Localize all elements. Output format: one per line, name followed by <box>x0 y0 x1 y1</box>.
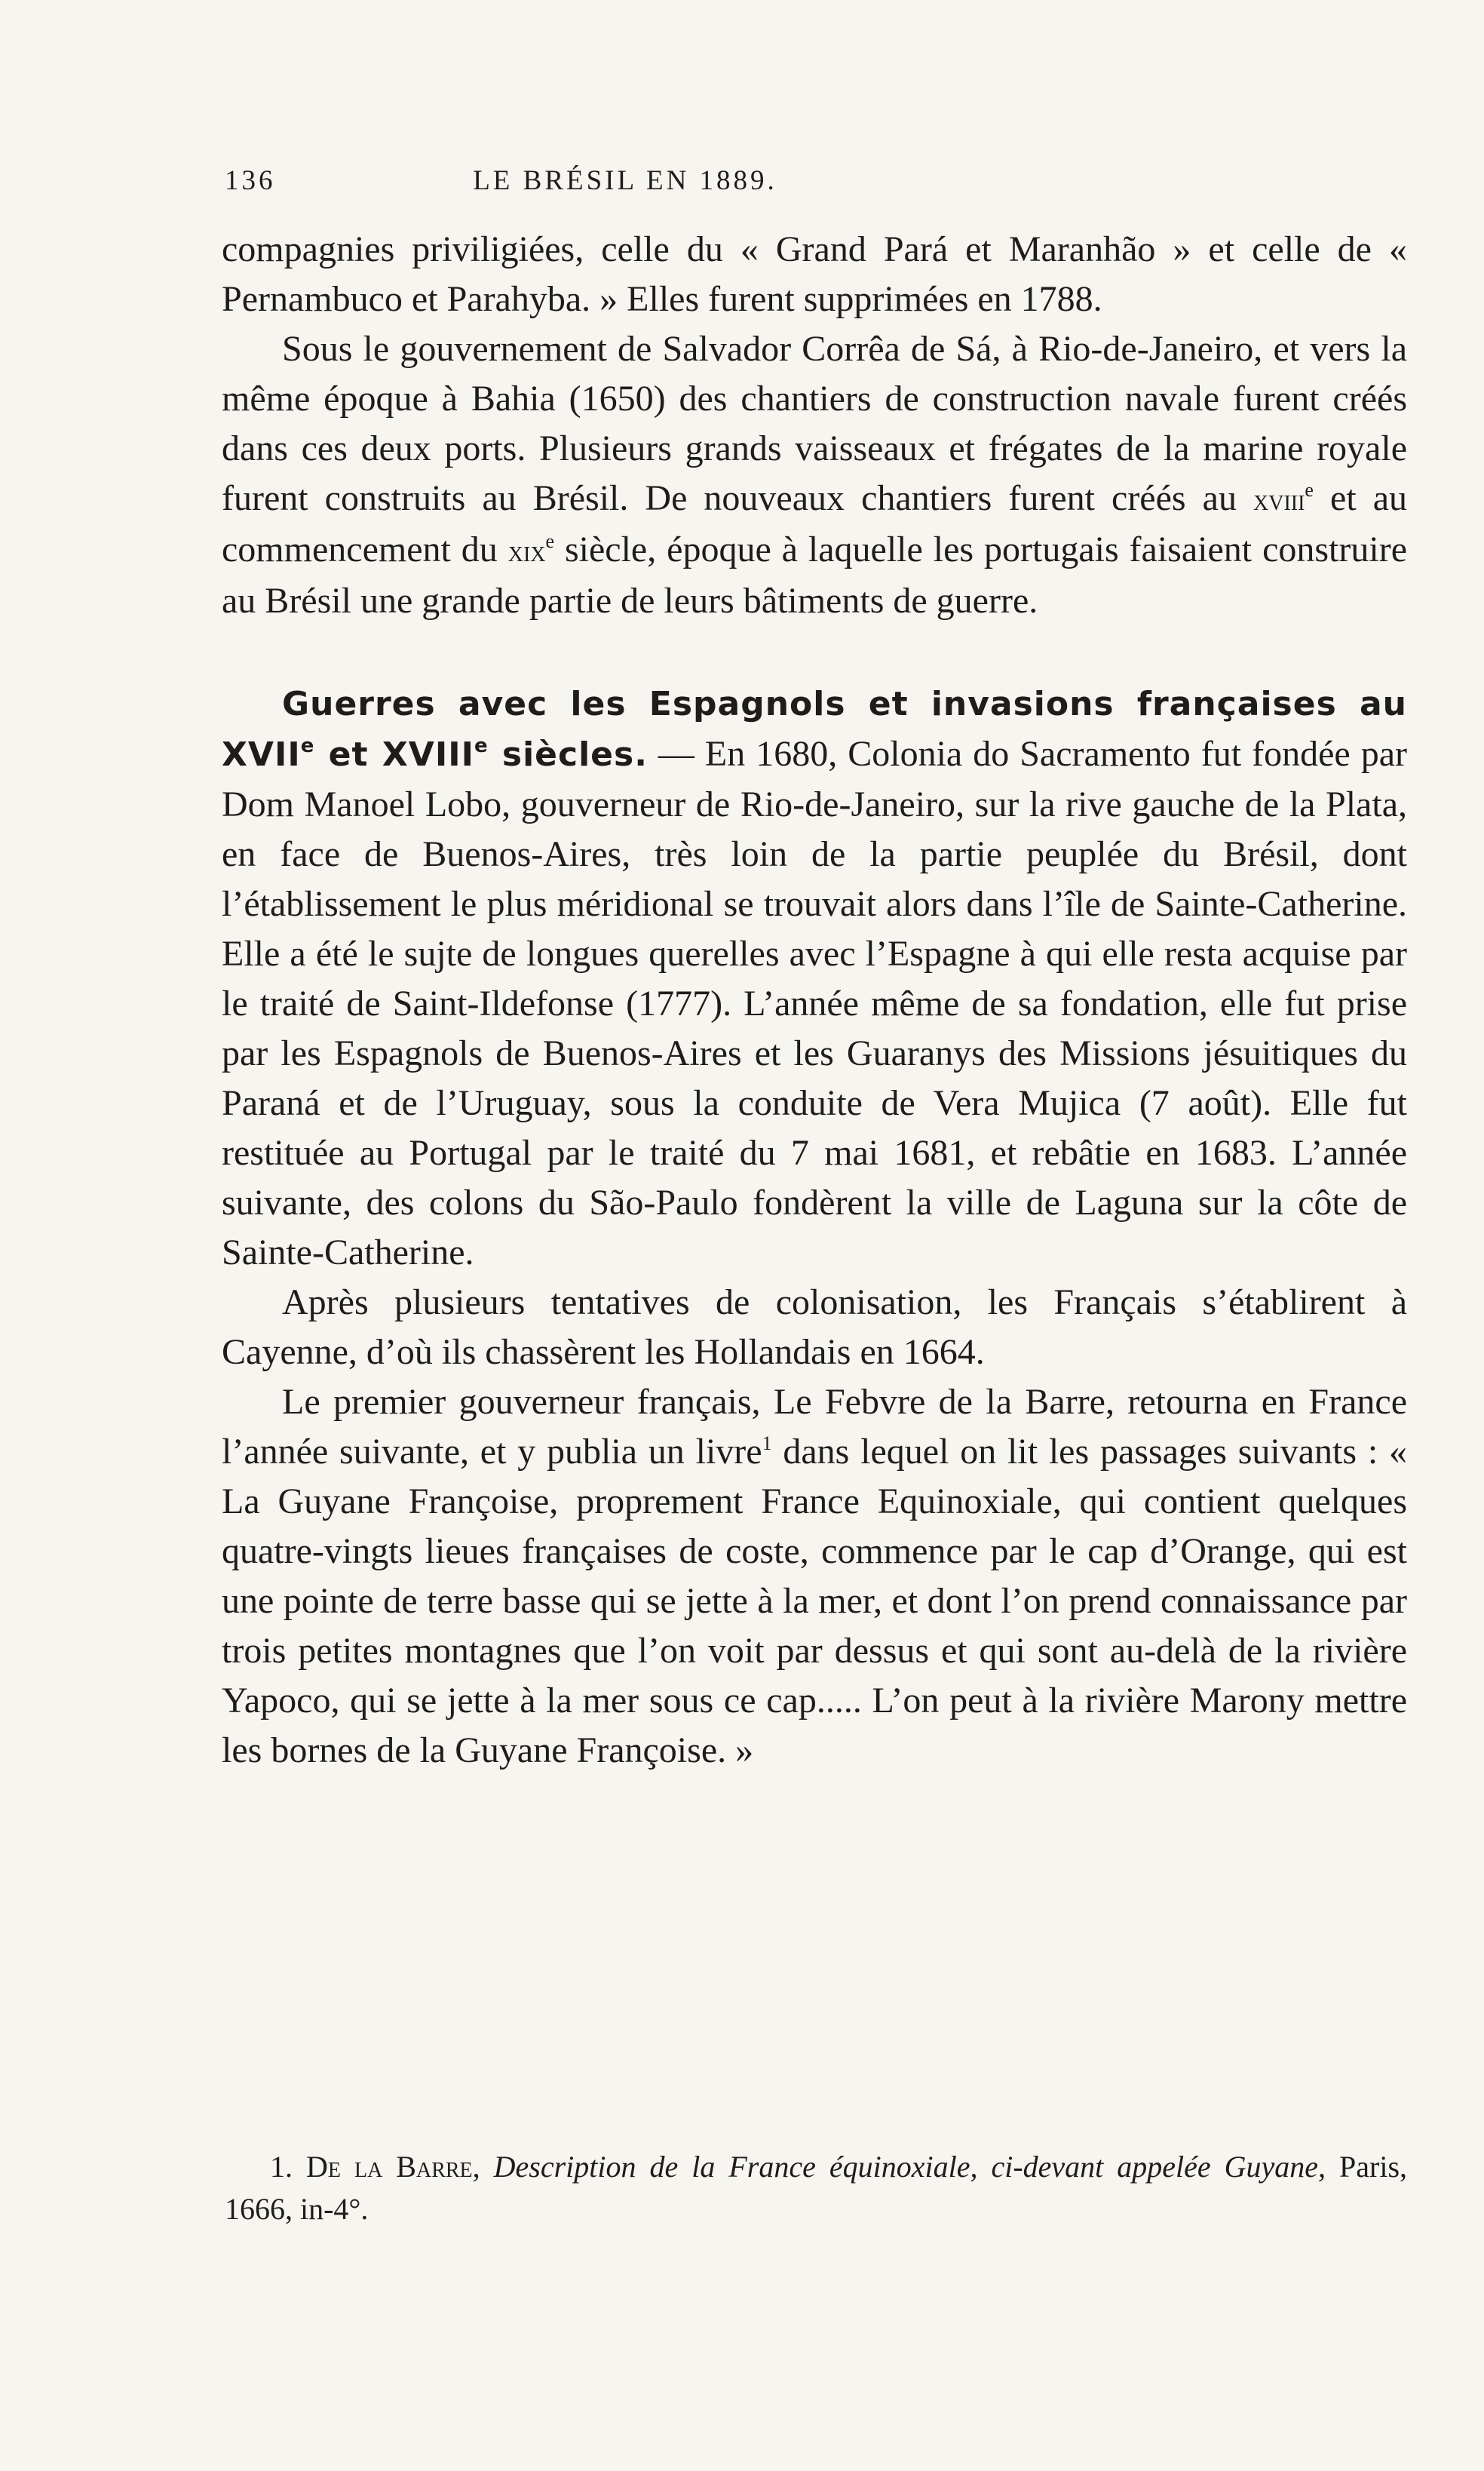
running-header <box>225 164 1026 202</box>
footnote-number: 1. <box>270 2150 293 2184</box>
running-title: LE BRÉSIL EN 1889. <box>473 165 777 196</box>
footnote <box>225 2146 1407 2230</box>
paragraph-1: compagnies priviligiées, celle du « Grand Pará et Maranhão » et celle de « Pernambuco et Parahyba. » Elles furent supprimées en 1788. <box>222 229 1407 319</box>
paragraph-5: Le premier gouverneur français, Le Febvre de la Barre, retourna en France l’année suivante, et y publia un livre$^1$ dans lequel on lit les passages suivants : « La Guyane Françoise, proprement France Equinoxiale, qui contient quelques quatre-vingts lieues françaises de coste, commence par le cap d’Orange, qui est une pointe de terre basse qui se jette à la mer, et dont l’on prend connaissance par trois petites montagnes que l’on voit par dessus et qui sont au-delà de la rivière Yapoco, qui se jette à la mer sous ce cap..... L’on peut à la rivière Marony mettre les bornes de la Guyane Françoise. » <box>222 1382 1407 1770</box>
page-number: 136 <box>225 165 276 196</box>
paragraph-2: Sous le gouvernement de Salvador Corrêa de Sá, à Rio-de-Janeiro, et vers la même époque à Bahia (1650) des chantiers de construction navale furent créés dans ces deux ports. Plusieurs grands vaisseaux et frégates de la marine royale furent construits au Brésil. De nouveaux chantiers furent créés au xviii$^e$ et au commencement du xix$^e$ siècle, époque à laquelle les portugais faisaient construire au Brésil une grande partie de leurs bâtiments de guerre. <box>222 329 1408 621</box>
main-text <box>222 225 1407 1776</box>
footnote-author: De la Barre, <box>306 2150 480 2184</box>
section-paragraph <box>222 679 1407 1278</box>
paragraph-3: — En 1680, Colonia do Sacramento fut fondée par Dom Manoel Lobo, gouverneur de Rio-de-Janeiro, sur la rive gauche de la Plata, en face de Buenos-Aires, très loin de la partie peuplée du Brésil, dont l’établissement le plus méridional se trouvait alors dans l’île de Sainte-Catherine. Elle a été le sujte de longues querelles avec l’Espagne à qui elle resta acquise par le traité de Saint-Ildefonse (1777). L’année même de sa fondation, elle fut prise par les Espagnols de Buenos-Aires et les Guaranys des Missions jésuitiques du Paraná et de l’Uruguay, sous la conduite de Vera Mujica (7 août). Elle fut restituée au Portugal par le traité du 7 mai 1681, et rebâtie en 1683. L’année suivante, des colons du São-Paulo fondèrent la ville de Laguna sur la côte de Sainte-Catherine. <box>222 734 1407 1272</box>
footnote-title: Description de la France équinoxiale, ci-devant appelée Guyane, <box>493 2150 1326 2184</box>
paragraph-4: Après plusieurs tentatives de colonisation, les Français s’établirent à Cayenne, d’où ils chassèrent les Hollandais en 1664. <box>222 1282 1407 1372</box>
footnote-reference: 1 <box>762 1432 772 1454</box>
section-heading: Guerres avec les Espagnols et invasions françaises au XVIIe et XVIIIe siècles. <box>222 685 1407 774</box>
footnote-details: Paris, 1666, in-4°. <box>225 2150 1408 2226</box>
